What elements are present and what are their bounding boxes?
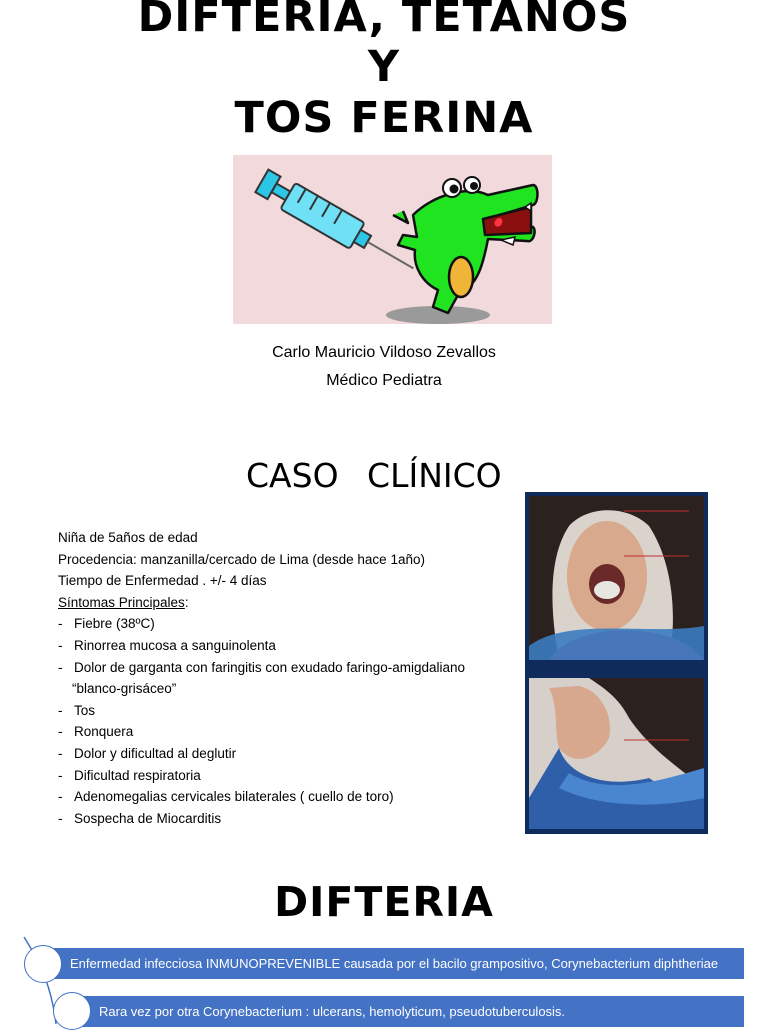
- patient-photo-front: [529, 496, 704, 660]
- bullet: -: [58, 789, 63, 805]
- symptom-item: [58, 613, 518, 635]
- bullet: -: [58, 745, 63, 761]
- bullet: -: [58, 767, 63, 783]
- patient-photos: [525, 492, 708, 834]
- title-line-1: DIFTERIA, TETANOS: [137, 0, 631, 42]
- title-line-3: TOS FERINA: [234, 93, 534, 143]
- symptom-item: [58, 786, 518, 808]
- symptom-text: Dolor de garganta con faringitis con exudado faringo-amigdaliano: [74, 659, 465, 675]
- symptom-text: Sospecha de Miocarditis: [74, 810, 222, 826]
- difteria-item: Enfermedad infecciosa INMUNOPREVENIBLE causada por el bacilo grampositivo, Corynebacterium diphtheriae: [46, 948, 744, 979]
- title-line-2: Y: [367, 42, 401, 92]
- bullet: -: [58, 616, 63, 632]
- bullet: -: [58, 659, 63, 675]
- case-intro-line: Niña de 5años de edad: [58, 530, 198, 545]
- syringe-crocodile-illustration: [233, 155, 552, 324]
- symptom-item: [58, 700, 518, 722]
- bullet: -: [58, 702, 63, 718]
- symptom-item: [58, 808, 518, 830]
- difteria-title: DIFTERIA: [274, 878, 494, 926]
- author-role: Médico Pediatra: [326, 372, 442, 389]
- author-name: Carlo Mauricio Vildoso Zevallos: [272, 344, 496, 361]
- symptom-item: [58, 743, 518, 765]
- symptom-text: Dificultad respiratoria: [74, 767, 201, 783]
- symptom-text: Tos: [74, 702, 96, 718]
- case-title: CASO CLÍNICO: [246, 456, 502, 495]
- patient-photo-profile: [529, 678, 704, 829]
- case-intro-line: Tiempo de Enfermedad . +/- 4 días: [58, 573, 267, 589]
- item-marker-circle: [53, 992, 91, 1030]
- bullet: -: [58, 810, 63, 826]
- symptom-text: Dolor y dificultad al deglutir: [74, 745, 237, 761]
- item-marker-circle: [24, 945, 62, 983]
- bullet: -: [58, 637, 63, 653]
- symptom-text: Fiebre (38ºC): [74, 616, 155, 632]
- case-details: [58, 527, 518, 829]
- symptom-item: [58, 635, 518, 657]
- symptoms-heading: [58, 592, 518, 614]
- case-intro-line: Procedencia: manzanilla/cercado de Lima (desde hace 1año): [58, 551, 425, 567]
- bullet: -: [58, 724, 63, 740]
- symptom-text: Rinorrea mucosa a sanguinolenta: [74, 637, 276, 653]
- symptoms-label: Síntomas Principales: [58, 594, 185, 610]
- symptom-text: Adenomegalias cervicales bilaterales ( cuello de toro): [74, 789, 394, 805]
- symptoms-colon: :: [184, 594, 189, 610]
- symptom-item: [58, 721, 518, 743]
- symptom-item: [58, 765, 518, 787]
- symptom-text: Ronquera: [74, 724, 134, 740]
- difteria-item: Rara vez por otra Corynebacterium : ulcerans, hemolyticum, pseudotuberculosis.: [76, 996, 744, 1027]
- symptom-continuation: “blanco-grisáceo”: [72, 681, 177, 697]
- symptom-item: [58, 657, 518, 679]
